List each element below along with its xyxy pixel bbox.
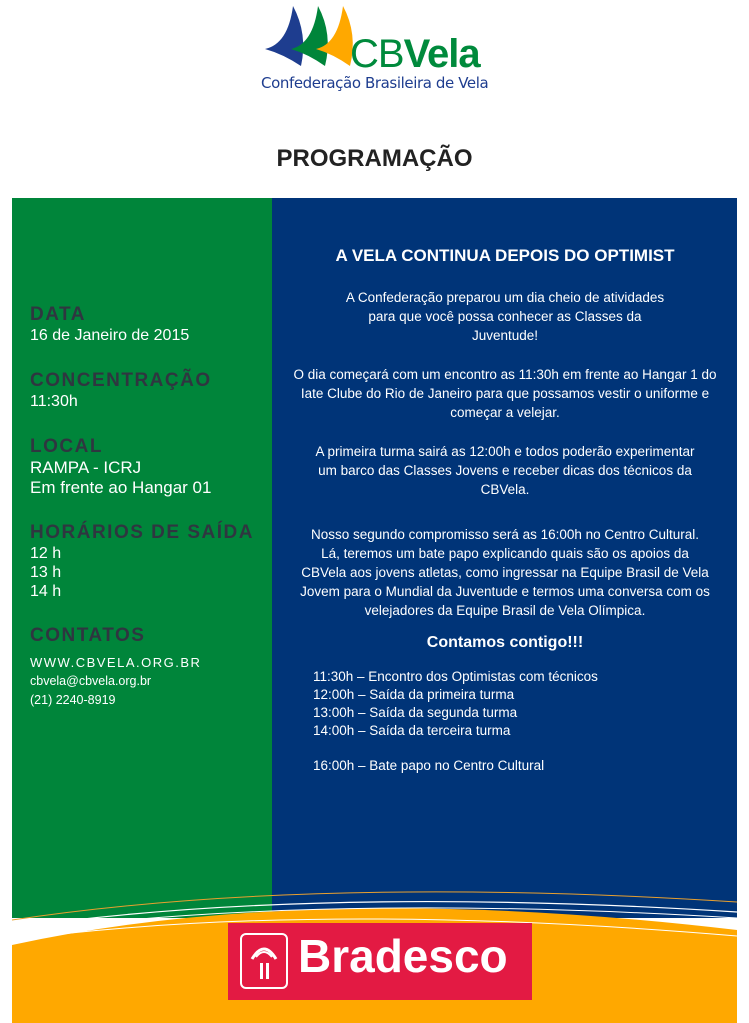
email-link[interactable]: cbvela@cbvela.org.br xyxy=(30,674,152,688)
event-description xyxy=(290,244,720,775)
callout: Contamos contigo!!! xyxy=(426,634,584,651)
data-label: DATA xyxy=(30,304,86,325)
contatos-label: CONTATOS xyxy=(30,625,146,646)
bradesco-name: Bradesco xyxy=(298,930,508,982)
schedule-item: 16:00h – Bate papo no Centro Cultural xyxy=(313,758,545,773)
event-details xyxy=(30,304,270,710)
paragraph: O dia começará com um encontro as 11:30h em frente ao Hangar 1 do Iate Clube do Rio de Janeiro para que possamos vestir o uniforme e começar a velejar. xyxy=(293,367,717,420)
data-value: 16 de Janeiro de 2015 xyxy=(30,327,190,344)
cbvela-logo xyxy=(258,4,508,94)
paragraph: A primeira turma sairá as 12:00h e todos poderão experimentar um barco das Classes Jovens e receber dicas dos técnicos da CBVela. xyxy=(315,444,695,497)
horarios-list xyxy=(30,544,270,601)
horario: 13 h xyxy=(30,564,62,581)
horario: 12 h xyxy=(30,545,62,562)
local-line: RAMPA - ICRJ xyxy=(30,458,142,477)
local-line: Em frente ao Hangar 01 xyxy=(30,478,212,497)
page-title: PROGRAMAÇÃO xyxy=(276,145,473,172)
right-heading: A VELA CONTINUA DEPOIS DO OPTIMIST xyxy=(335,246,675,265)
local-label: LOCAL xyxy=(30,436,103,457)
logo-vela: Vela xyxy=(403,32,480,76)
schedule-item: 11:30h – Encontro dos Optimistas com técnicos xyxy=(313,669,598,684)
sails-icon xyxy=(263,4,358,74)
phone: (21) 2240-8919 xyxy=(30,693,116,707)
concentracao-label: CONCENTRAÇÃO xyxy=(30,370,212,391)
paragraph: Nosso segundo compromisso será as 16:00h no Centro Cultural. Lá, teremos um bate papo explicando quais são os apoios da CBVela aos jovens atletas, como ingressar na Equipe Brasil de Vela Jovem para o Mundial da Juventude e termos uma conversa com os velejadores da Equipe Brasil de Vela Olímpica. xyxy=(300,527,710,618)
logo-subtitle: Confederação Brasileira de Vela xyxy=(261,74,489,92)
paragraph: A Confederação preparou um dia cheio de atividades para que você possa conhecer as Classes da Juventude! xyxy=(345,290,665,343)
schedule-list xyxy=(313,668,598,775)
horarios-label: HORÁRIOS DE SAÍDA xyxy=(30,522,254,543)
concentracao-value: 11:30h xyxy=(30,393,78,410)
schedule-item: 13:00h – Saída da segunda turma xyxy=(313,705,518,720)
horario: 14 h xyxy=(30,583,62,600)
website-link[interactable]: WWW.CBVELA.ORG.BR xyxy=(30,655,202,670)
bradesco-logo xyxy=(228,923,532,1000)
bradesco-tree-icon xyxy=(240,933,288,989)
logo-cb: CB xyxy=(350,32,404,76)
schedule-item: 14:00h – Saída da terceira turma xyxy=(313,723,511,738)
local-value xyxy=(30,458,270,498)
schedule-item: 12:00h – Saída da primeira turma xyxy=(313,687,515,702)
